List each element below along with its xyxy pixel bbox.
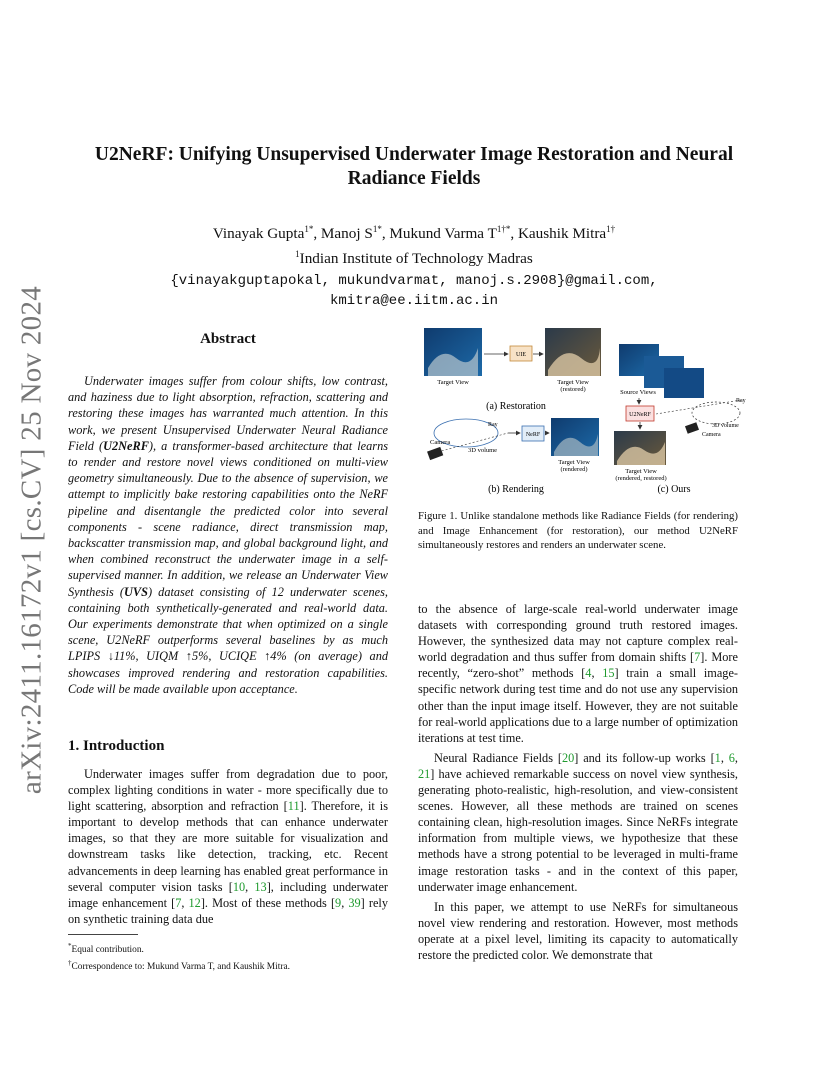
affiliation: $^1$Indian Institute of Technology Madras	[295, 249, 533, 268]
citation-link[interactable]: 7	[694, 650, 701, 665]
citation-link[interactable]: 1	[714, 750, 721, 765]
paragraph: to the absence of large-scale real-world underwater image datasets with corresponding ground truth restored images. However, the synthesized data may not capture complex real-world degradation and thus suffer from domain shifts [7]. More recently, “zero-shot” methods [4, 15] train a small image-specific network during test time and do not use any supervision other than the input image itself. However, they are not suitable for real-world applications due to a large number of optimization iterations at test time.	[418, 602, 738, 745]
figure-1-diagram	[416, 318, 756, 500]
author-block	[70, 219, 758, 311]
citation-link[interactable]: 10	[232, 879, 246, 894]
caption-a: (a) Restoration	[486, 401, 546, 412]
label-source-views: Source Views	[620, 389, 656, 396]
label-ray-2: Ray	[736, 398, 746, 404]
citation-link[interactable]: 11	[287, 799, 300, 814]
citation-link[interactable]: 39	[348, 895, 361, 910]
section-heading-introduction: 1. Introduction	[68, 738, 165, 754]
footnotes	[68, 940, 388, 973]
label-target-restored-2: (restored)	[560, 386, 586, 393]
author-name: Manoj S	[320, 225, 373, 243]
label-3d-volume: 3D volume	[468, 447, 498, 454]
label-ray: Ray	[488, 422, 498, 428]
caption-c: (c) Ours	[657, 484, 691, 495]
footnote-1: *Equal contribution.	[68, 942, 144, 956]
author-list: Vinayak Gupta$^{1*}$, Manoj $S^{1*}$, Mukund Varma $T^{1\dagger*}$, Kaushik Mitra$^{1\dagger}$	[212, 224, 616, 243]
email-line-2: kmitra@ee.iitm.ac.in	[329, 293, 499, 310]
citation-link[interactable]: 9	[335, 895, 342, 910]
camera-icon-2	[685, 422, 699, 434]
paragraph: In this paper, we attempt to use NeRFs for simultaneous novel view rendering and restoration. However, most methods operate at a pixel level, limiting its capacity to automatically restore the predicted color. We demonstrate that	[418, 899, 738, 962]
abstract-heading: Abstract	[200, 331, 256, 347]
citation-link[interactable]: 7	[175, 895, 182, 910]
label-target-ours-1: Target View	[625, 468, 657, 475]
uie-label: UIE	[516, 352, 526, 358]
label-target-ours-2: (rendered, restored)	[615, 475, 667, 482]
caption-b: (b) Rendering	[488, 484, 544, 495]
abstract-body: Underwater images suffer from colour shifts, low contrast, and haziness due to light absorption, refraction, scattering and restoring these images has warranted much attention. In this work, we present Unsupervised Underwater Neural Radiance Field (U2NeRF), a transformer-based architecture that learns to render and restore novel views conditioned on multi-view geometry simultaneously. Due to the absence of supervision, we attempt to implicitly bake restoring capabilities onto the NeRF pipeline and disentangle the predicted color into several components - scene radiance, direct transmission map, backscatter transmission map, and global background light, and when combined reconstruct the underwater image in a self-supervised manner. In addition, we release an Underwater View Synthesis (UVS) dataset consisting of 12 underwater scenes, containing both synthetically-generated and real-world data. Our experiments demonstrate that when optimized on a single scene, U2NeRF outperforms several baselines by as much LPIPS ↓11%, UIQM ↑5%, UCIQE ↑4% (on average) and showcases improved rendering and restoration capabilities. Code will be made available upon acceptance.	[68, 374, 389, 696]
arxiv-stamp-text: arXiv:2411.16172v1 [cs.CV] 25 Nov 2024	[15, 285, 48, 795]
source-view-3	[664, 368, 704, 398]
label-3d-volume-2: 3D volume	[712, 423, 739, 429]
paper-title: U2NeRF: Unifying Unsupervised Underwater Image Restoration and Neural Radiance Fields	[94, 144, 734, 189]
arxiv-stamp	[15, 285, 48, 795]
figure-1	[416, 318, 756, 500]
citation-link[interactable]: 12	[188, 895, 201, 910]
u2nerf-label: U2NeRF	[629, 412, 651, 418]
email-line-1: {vinayakguptapokal, mukundvarmat, manoj.s.2908}@gmail.com,	[170, 273, 658, 290]
label-camera-2: Camera	[702, 432, 721, 438]
citation-link[interactable]: 21	[418, 766, 431, 781]
citation-link[interactable]: 6	[728, 750, 735, 765]
author-name: Kaushik Mitra	[517, 225, 607, 243]
label-target-restored-1: Target View	[557, 379, 589, 386]
footnote-rule	[68, 934, 138, 935]
camera-icon	[427, 447, 443, 460]
author-name: Mukund Varma T	[389, 225, 497, 243]
author-name: Vinayak Gupta	[212, 225, 305, 243]
label-camera: Camera	[430, 439, 451, 446]
citation-link[interactable]: 13	[254, 879, 267, 894]
figure-caption: Figure 1. Unlike standalone methods like Radiance Fields (for rendering) and Image Enhancement (for restoration), our method U2NeRF simultaneously restores and renders an underwater scene.	[418, 510, 738, 552]
label-target-rendered-2: (rendered)	[560, 466, 588, 473]
right-column	[418, 601, 738, 967]
label-target-rendered-1: Target View	[558, 459, 590, 466]
citation-link[interactable]: 20	[561, 750, 575, 765]
intro-paragraph: Underwater images suffer from degradation due to poor, complex lighting conditions in water - more specifically due to light scattering, absorption and refraction [11]. Therefore, it is important to develop methods that can enhance underwater images, so that they are more suitable for visualization and downstream tasks like detection, tracking, etc. Recent advancements in deep learning has enabled great performance in several computer vision tasks [10, 13], including underwater image enhancement [7, 12]. Most of these methods [9, 39] rely on synthetic training data due	[68, 767, 389, 926]
paragraph: Neural Radiance Fields [20] and its follow-up works [1, 6, 21] have achieved remarkable success on novel view synthesis, generating photo-realistic, high-resolution, and view-consistent scenes. However, all these methods are trained on scenes containing clean, high-resolution images. Since NeRFs integrate information from multiple views, we hypothesize that these methods have a strong potential to be leveraged in multi-frame image restoration tasks - and in the context of this paper, underwater image enhancement.	[418, 750, 738, 894]
citation-link[interactable]: 15	[602, 666, 615, 681]
footnote-2: †Correspondence to: Mukund Varma T, and Kaushik Mitra.	[68, 958, 290, 972]
citation-link[interactable]: 4	[585, 666, 592, 681]
label-target-view: Target View	[437, 379, 469, 386]
nerf-label: NeRF	[525, 432, 541, 438]
volume-cloud-2	[692, 402, 740, 424]
